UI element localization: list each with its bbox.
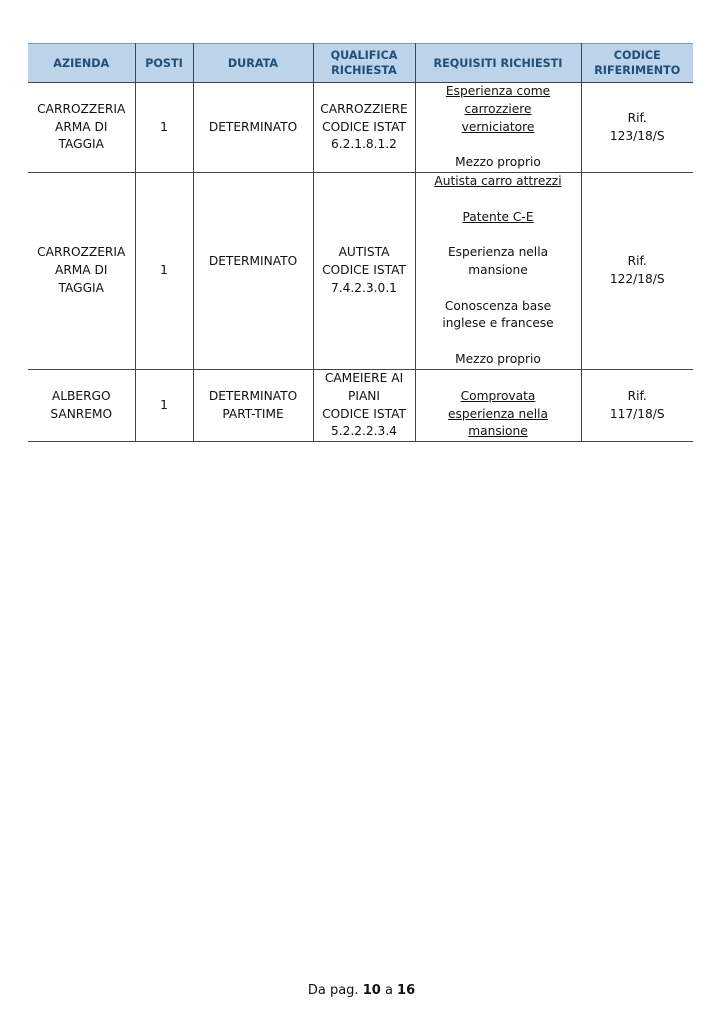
footer-page-number: 10 bbox=[362, 983, 381, 998]
table-row bbox=[28, 370, 693, 442]
footer-total-pages: 16 bbox=[397, 983, 416, 998]
cell-qualifica bbox=[313, 370, 415, 442]
table-header-row bbox=[28, 44, 693, 83]
cell-rif bbox=[581, 370, 693, 442]
cell-qualifica bbox=[313, 173, 415, 370]
durata-line: DETERMINATO bbox=[208, 119, 298, 134]
rif-line: 117/18/S bbox=[609, 406, 665, 421]
azienda-line: TAGGIA bbox=[58, 280, 104, 295]
azienda-line: ARMA DI bbox=[54, 263, 108, 278]
azienda-line: CARROZZERIA bbox=[37, 101, 126, 116]
requisiti-line: Esperienza nella bbox=[447, 245, 549, 260]
azienda-line: SANREMO bbox=[50, 406, 113, 421]
page-footer bbox=[0, 983, 723, 998]
requisiti-line: mansione bbox=[468, 263, 528, 278]
header-qualifica: QUALIFICA RICHIESTA bbox=[313, 44, 415, 83]
cell-azienda bbox=[28, 83, 135, 173]
cell-requisiti bbox=[415, 370, 581, 442]
qualifica-line: CODICE ISTAT bbox=[322, 119, 406, 134]
qualifica-line: CODICE ISTAT bbox=[322, 263, 406, 278]
requisiti-line: esperienza nella bbox=[448, 406, 548, 421]
qualifica-line: 6.2.1.8.1.2 bbox=[331, 137, 397, 152]
cell-durata bbox=[193, 173, 313, 370]
durata-line: DETERMINATO bbox=[208, 254, 298, 268]
header-posti: POSTI bbox=[135, 44, 193, 83]
cell-rif bbox=[581, 173, 693, 370]
qualifica-line: 7.4.2.3.0.1 bbox=[331, 280, 397, 295]
cell-azienda bbox=[28, 370, 135, 442]
requisiti-line: Conoscenza base bbox=[444, 298, 552, 313]
job-offers-table bbox=[28, 43, 693, 442]
requisiti-note: Mezzo proprio bbox=[455, 352, 541, 367]
requisiti-line: carrozziere bbox=[464, 101, 532, 116]
qualifica-line: CODICE ISTAT bbox=[322, 406, 406, 421]
azienda-line: ARMA DI bbox=[54, 119, 108, 134]
table-row bbox=[28, 83, 693, 173]
header-azienda: AZIENDA bbox=[28, 44, 135, 83]
requisiti-line: Patente C-E bbox=[462, 209, 534, 224]
cell-requisiti bbox=[415, 173, 581, 370]
cell-rif bbox=[581, 83, 693, 173]
cell-posti: 1 bbox=[135, 370, 193, 442]
requisiti-line: verniciatore bbox=[461, 119, 535, 134]
rif-line: 123/18/S bbox=[609, 128, 665, 143]
footer-separator: a bbox=[384, 983, 393, 998]
qualifica-line: CARROZZIERE bbox=[320, 101, 408, 116]
requisiti-line: Comprovata bbox=[460, 388, 536, 403]
cell-requisiti bbox=[415, 83, 581, 173]
cell-posti: 1 bbox=[135, 83, 193, 173]
cell-azienda bbox=[28, 173, 135, 370]
requisiti-line: mansione bbox=[468, 424, 528, 439]
rif-line: Rif. bbox=[627, 110, 647, 125]
rif-line: 122/18/S bbox=[609, 272, 665, 286]
qualifica-line: AUTISTA bbox=[338, 245, 390, 260]
qualifica-line: 5.2.2.2.3.4 bbox=[331, 424, 397, 439]
cell-durata bbox=[193, 370, 313, 442]
azienda-line: CARROZZERIA bbox=[37, 245, 126, 260]
requisiti-line: Autista carro attrezzi bbox=[434, 174, 562, 189]
header-codice: CODICE RIFERIMENTO bbox=[581, 44, 693, 83]
azienda-line: TAGGIA bbox=[58, 137, 104, 152]
qualifica-line: PIANI bbox=[348, 388, 380, 403]
header-requisiti: REQUISITI RICHIESTI bbox=[415, 44, 581, 83]
requisiti-note: Mezzo proprio bbox=[455, 155, 541, 170]
durata-line: DETERMINATO bbox=[208, 388, 298, 403]
qualifica-line: CAMEIERE AI bbox=[324, 371, 404, 385]
cell-qualifica bbox=[313, 83, 415, 173]
footer-prefix: Da pag. bbox=[307, 983, 359, 998]
cell-posti: 1 bbox=[135, 173, 193, 370]
durata-line: PART-TIME bbox=[222, 406, 284, 421]
requisiti-line: Esperienza come bbox=[445, 84, 551, 98]
azienda-line: ALBERGO bbox=[51, 388, 111, 403]
rif-line: Rif. bbox=[627, 254, 647, 269]
cell-durata bbox=[193, 83, 313, 173]
table-row bbox=[28, 173, 693, 370]
header-durata: DURATA bbox=[193, 44, 313, 83]
rif-line: Rif. bbox=[627, 388, 647, 403]
requisiti-line: inglese e francese bbox=[442, 316, 554, 331]
